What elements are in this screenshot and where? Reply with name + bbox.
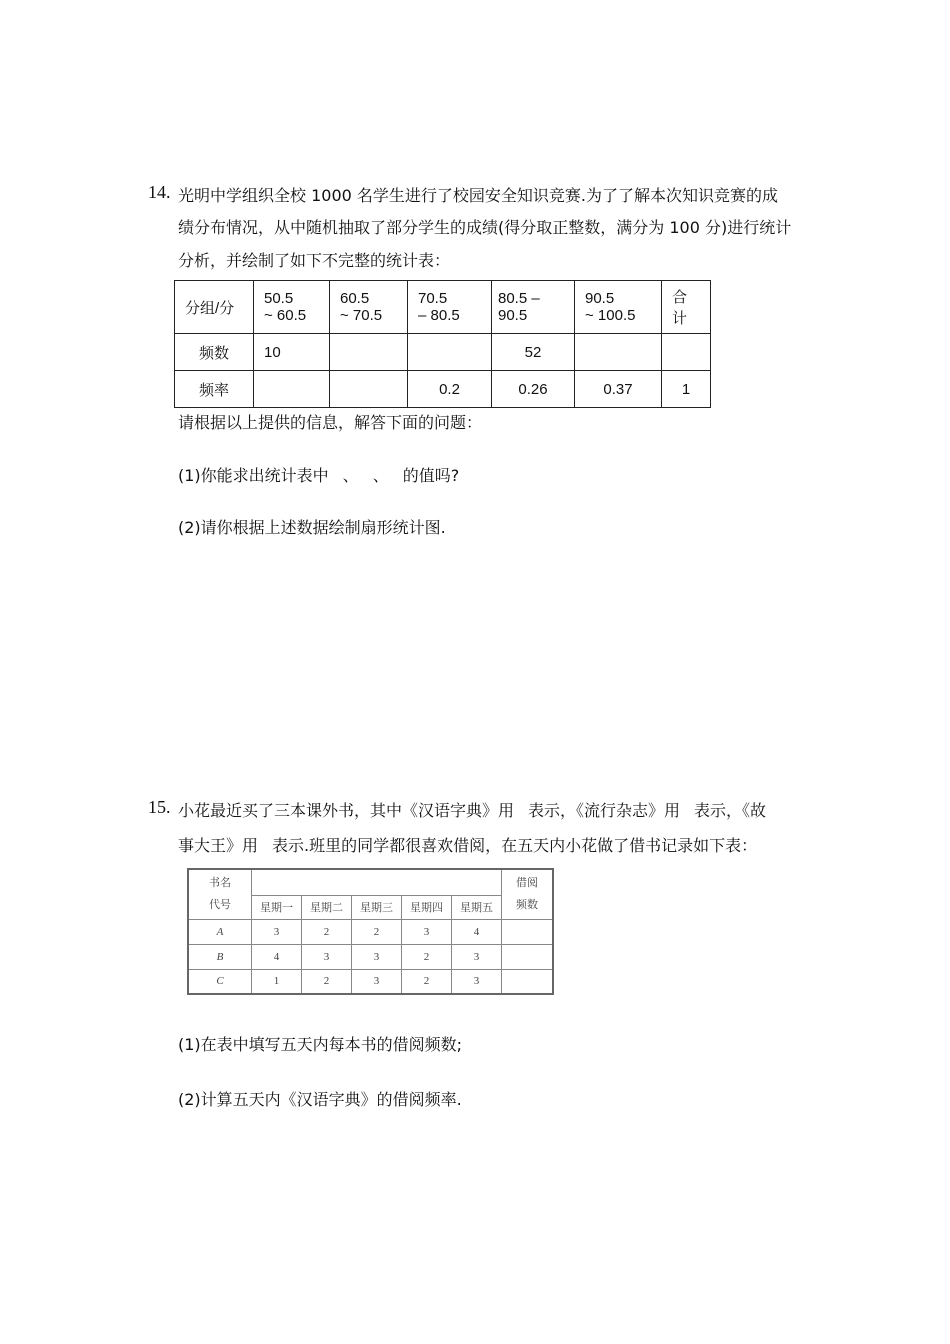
table-cell: 70.5 – 80.5 [408, 281, 492, 334]
table-cell: 10 [254, 334, 330, 371]
table-cell: 3 [352, 969, 402, 994]
table-cell: 50.5 ~ 60.5 [254, 281, 330, 334]
table-cell: 1 [252, 969, 302, 994]
question-text-line: 事大王》用 表示.班里的同学都很喜欢借阅，在五天内小花做了借书记录如下表： [178, 836, 758, 855]
table-cell: C [188, 969, 252, 994]
table-cell: 80.5 – 90.5 [492, 281, 575, 334]
table-cell: 星期五 [452, 895, 502, 919]
question-text-line: 光明中学组织全校 1000 名学生进行了校园安全知识竞赛.为了了解本次知识竞赛的成 [178, 186, 778, 205]
table-header-row [175, 281, 711, 334]
table-cell: 4 [452, 919, 502, 944]
table-cell: 0.37 [575, 371, 662, 408]
table-cell: 2 [402, 969, 452, 994]
question-number: 15. [148, 797, 171, 817]
table-cell: 3 [302, 944, 352, 969]
table-cell: 星期四 [402, 895, 452, 919]
question-text-line: 请根据以上提供的信息，解答下面的问题： [178, 413, 483, 432]
question-text-line: 分析，并绘制了如下不完整的统计表： [178, 251, 451, 270]
table-cell [254, 371, 330, 408]
table-cell: 60.5 ~ 70.5 [330, 281, 408, 334]
table-cell: 4 [252, 944, 302, 969]
question-number: 14. [148, 182, 171, 202]
table-cell: 3 [352, 944, 402, 969]
table-cell: 星期二 [302, 895, 352, 919]
question-text-line: 小花最近买了三本课外书，其中《汉语字典》用 表示，《流行杂志》用 表示，《故 [178, 801, 767, 820]
table-row [188, 944, 553, 969]
table-row [175, 371, 711, 408]
table-cell [662, 334, 711, 371]
table-cell: 2 [352, 919, 402, 944]
table-cell [330, 334, 408, 371]
sub-question-1: (1)在表中填写五天内每本书的借阅频数; [178, 1035, 463, 1054]
table-cell: 3 [452, 944, 502, 969]
table-cell [330, 371, 408, 408]
table-cell [502, 919, 554, 944]
table-cell: 90.5 ~ 100.5 [575, 281, 662, 334]
table-cell: 星期三 [352, 895, 402, 919]
table-cell [502, 944, 554, 969]
table-row [175, 334, 711, 371]
table-cell: 频数 [175, 334, 254, 371]
table-row [188, 919, 553, 944]
table-cell: A [188, 919, 252, 944]
table-cell: 2 [402, 944, 452, 969]
table-cell: 3 [452, 969, 502, 994]
table-cell: 52 [492, 334, 575, 371]
table-cell: 1 [662, 371, 711, 408]
sub-question-1: (1)你能求出统计表中 、 、 的值吗? [178, 466, 460, 485]
table-cell [575, 334, 662, 371]
table-cell: 0.2 [408, 371, 492, 408]
table-cell [408, 334, 492, 371]
table-cell: 频率 [175, 371, 254, 408]
table-cell: 合计 [662, 281, 711, 334]
table-cell [502, 969, 554, 994]
table-cell: 书名 代号 [188, 869, 252, 919]
table-header-row [188, 869, 553, 895]
table-cell: 3 [252, 919, 302, 944]
sub-question-2: (2)计算五天内《汉语字典》的借阅频率. [178, 1090, 462, 1109]
table-cell [252, 869, 502, 895]
question-text-line: 绩分布情况，从中随机抽取了部分学生的成绩(得分取正整数，满分为 100 分)进行统计 [178, 218, 792, 237]
table-cell: 2 [302, 919, 352, 944]
table-cell: B [188, 944, 252, 969]
table-row [188, 969, 553, 994]
table-cell: 0.26 [492, 371, 575, 408]
table-cell: 星期一 [252, 895, 302, 919]
sub-question-2: (2)请你根据上述数据绘制扇形统计图. [178, 518, 446, 537]
table-cell: 2 [302, 969, 352, 994]
table-cell: 分组/分 [175, 281, 254, 334]
table-cell: 3 [402, 919, 452, 944]
borrow-record-table [187, 868, 554, 995]
frequency-table [174, 280, 711, 408]
table-cell: 借阅 频数 [502, 869, 554, 919]
